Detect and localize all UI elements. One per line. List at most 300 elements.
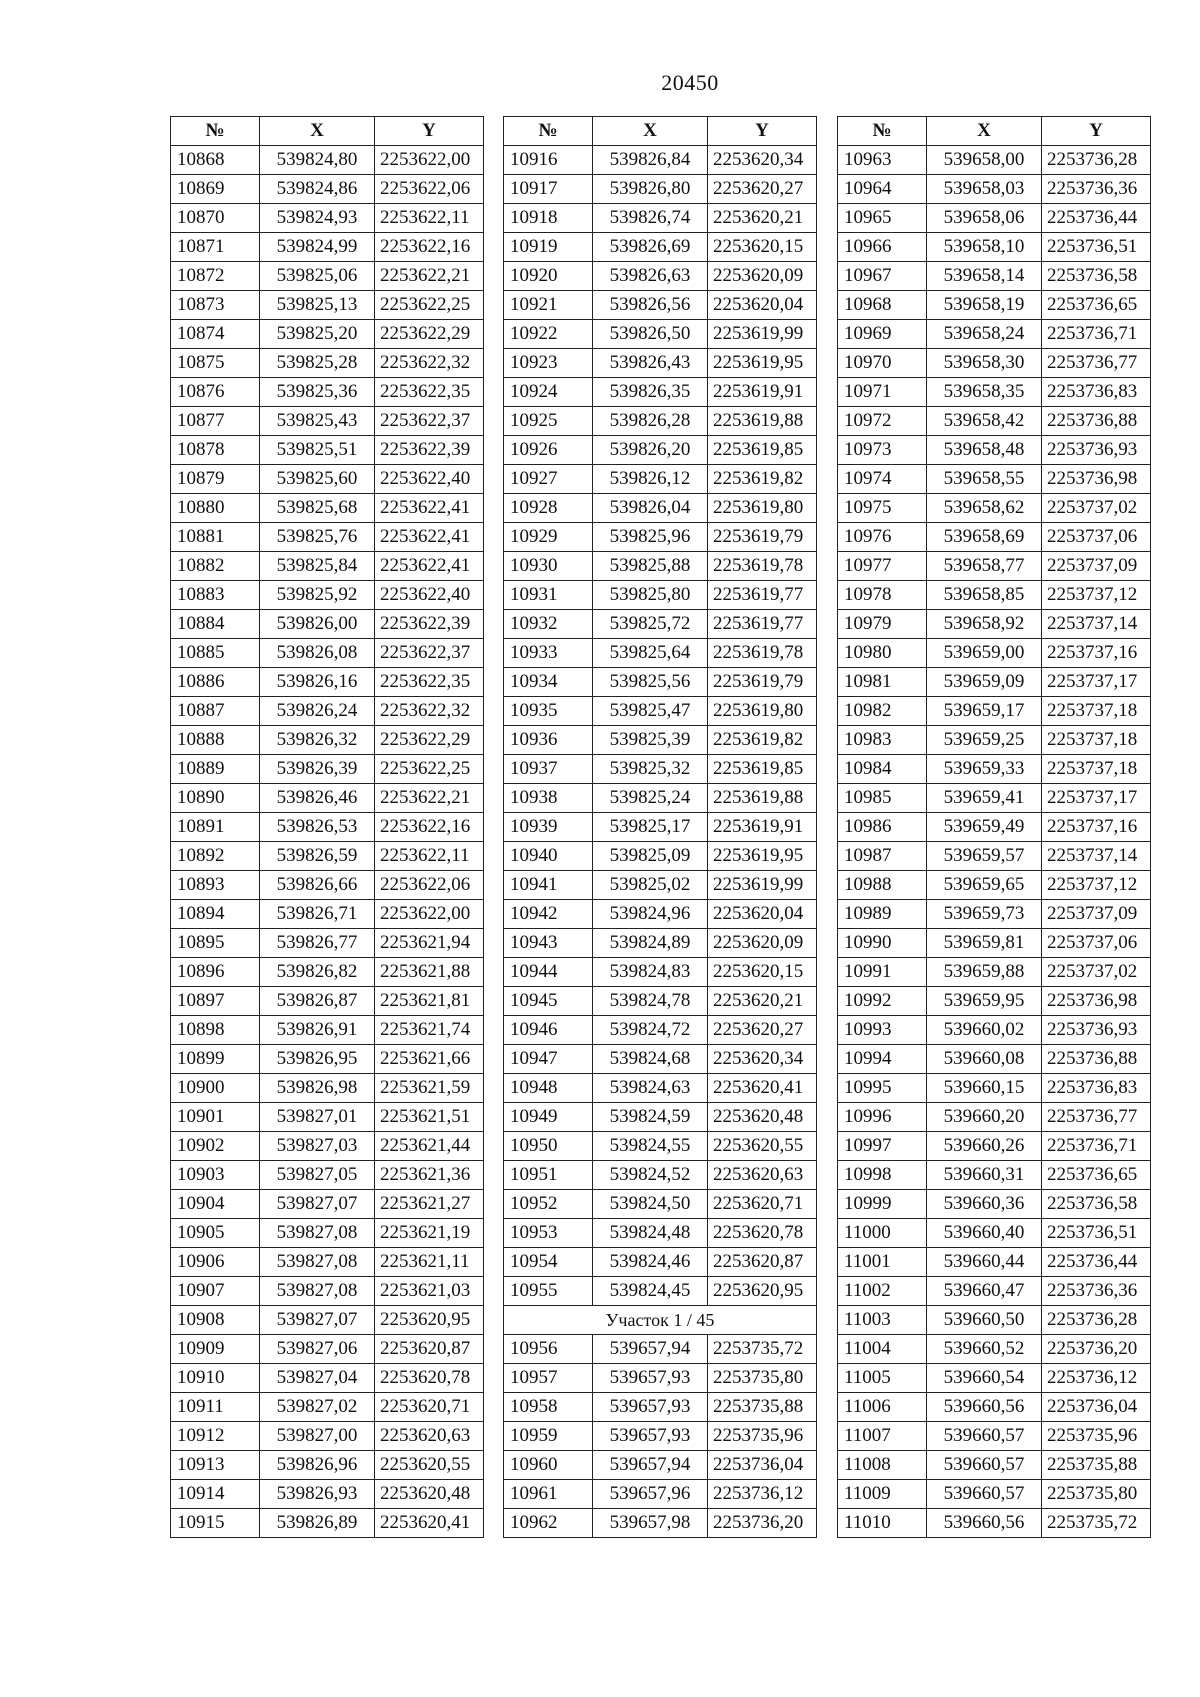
point-number-cell: 10886 [171, 668, 260, 697]
x-coordinate-cell: 539658,00 [927, 146, 1042, 175]
point-number-cell: 10990 [838, 929, 927, 958]
table-row [838, 291, 1151, 320]
point-number-cell: 10930 [504, 552, 593, 581]
point-number-cell: 10936 [504, 726, 593, 755]
table-row [838, 1103, 1151, 1132]
table-row [171, 494, 484, 523]
table-row [838, 929, 1151, 958]
y-coordinate-cell: 2253737,17 [1042, 668, 1151, 697]
point-number-cell: 10967 [838, 262, 927, 291]
y-coordinate-cell: 2253737,02 [1042, 494, 1151, 523]
table-row [838, 900, 1151, 929]
x-coordinate-cell: 539827,05 [260, 1161, 375, 1190]
x-coordinate-cell: 539658,30 [927, 349, 1042, 378]
y-coordinate-cell: 2253620,15 [708, 233, 817, 262]
table-row [504, 1103, 817, 1132]
x-coordinate-cell: 539825,56 [593, 668, 708, 697]
x-coordinate-cell: 539658,77 [927, 552, 1042, 581]
x-coordinate-cell: 539826,46 [260, 784, 375, 813]
x-coordinate-cell: 539826,08 [260, 639, 375, 668]
y-coordinate-cell: 2253736,36 [1042, 1277, 1151, 1306]
point-number-cell: 10897 [171, 987, 260, 1016]
y-coordinate-cell: 2253736,28 [1042, 146, 1151, 175]
table-row [171, 1277, 484, 1306]
y-coordinate-cell: 2253621,27 [375, 1190, 484, 1219]
point-number-cell: 10959 [504, 1422, 593, 1451]
point-number-cell: 10916 [504, 146, 593, 175]
table-row [171, 436, 484, 465]
x-coordinate-cell: 539658,24 [927, 320, 1042, 349]
point-number-cell: 10985 [838, 784, 927, 813]
x-coordinate-cell: 539826,63 [593, 262, 708, 291]
x-coordinate-cell: 539658,35 [927, 378, 1042, 407]
x-coordinate-cell: 539825,24 [593, 784, 708, 813]
y-coordinate-cell: 2253620,87 [375, 1335, 484, 1364]
point-number-cell: 10950 [504, 1132, 593, 1161]
x-coordinate-cell: 539824,80 [260, 146, 375, 175]
y-coordinate-cell: 2253620,55 [708, 1132, 817, 1161]
point-number-cell: 10887 [171, 697, 260, 726]
point-number-cell: 10966 [838, 233, 927, 262]
point-number-cell: 10907 [171, 1277, 260, 1306]
point-number-cell: 10904 [171, 1190, 260, 1219]
table-row [838, 146, 1151, 175]
table-row [504, 784, 817, 813]
point-number-cell: 10879 [171, 465, 260, 494]
point-number-cell: 10901 [171, 1103, 260, 1132]
table-row [504, 1190, 817, 1219]
point-number-cell: 10885 [171, 639, 260, 668]
x-coordinate-cell: 539824,46 [593, 1248, 708, 1277]
header-number: № [171, 117, 260, 146]
page-number: 20450 [661, 70, 719, 95]
x-coordinate-cell: 539826,20 [593, 436, 708, 465]
x-coordinate-cell: 539824,93 [260, 204, 375, 233]
point-number-cell: 10892 [171, 842, 260, 871]
point-number-cell: 10945 [504, 987, 593, 1016]
point-number-cell: 10923 [504, 349, 593, 378]
table-row [171, 668, 484, 697]
x-coordinate-cell: 539826,71 [260, 900, 375, 929]
table-row [504, 1451, 817, 1480]
y-coordinate-cell: 2253737,16 [1042, 639, 1151, 668]
y-coordinate-cell: 2253622,39 [375, 610, 484, 639]
y-coordinate-cell: 2253622,00 [375, 900, 484, 929]
point-number-cell: 10965 [838, 204, 927, 233]
point-number-cell: 10955 [504, 1277, 593, 1306]
table-row [504, 1161, 817, 1190]
x-coordinate-cell: 539660,36 [927, 1190, 1042, 1219]
x-coordinate-cell: 539657,93 [593, 1422, 708, 1451]
table-row [171, 523, 484, 552]
point-number-cell: 10900 [171, 1074, 260, 1103]
x-coordinate-cell: 539824,89 [593, 929, 708, 958]
table-header-row [838, 117, 1151, 146]
coordinates-table-1 [170, 116, 484, 1538]
point-number-cell: 10920 [504, 262, 593, 291]
y-coordinate-cell: 2253619,95 [708, 349, 817, 378]
y-coordinate-cell: 2253736,36 [1042, 175, 1151, 204]
x-coordinate-cell: 539827,07 [260, 1306, 375, 1335]
y-coordinate-cell: 2253736,20 [708, 1509, 817, 1538]
x-coordinate-cell: 539826,74 [593, 204, 708, 233]
x-coordinate-cell: 539659,88 [927, 958, 1042, 987]
x-coordinate-cell: 539824,55 [593, 1132, 708, 1161]
x-coordinate-cell: 539825,36 [260, 378, 375, 407]
point-number-cell: 10924 [504, 378, 593, 407]
x-coordinate-cell: 539660,54 [927, 1364, 1042, 1393]
table-row [171, 1335, 484, 1364]
y-coordinate-cell: 2253737,02 [1042, 958, 1151, 987]
point-number-cell: 10883 [171, 581, 260, 610]
table-row [171, 1509, 484, 1538]
point-number-cell: 10917 [504, 175, 593, 204]
point-number-cell: 10948 [504, 1074, 593, 1103]
table-row [504, 697, 817, 726]
point-number-cell: 11004 [838, 1335, 927, 1364]
point-number-cell: 10929 [504, 523, 593, 552]
x-coordinate-cell: 539824,72 [593, 1016, 708, 1045]
x-coordinate-cell: 539825,28 [260, 349, 375, 378]
table-row [838, 581, 1151, 610]
x-coordinate-cell: 539660,44 [927, 1248, 1042, 1277]
x-coordinate-cell: 539826,50 [593, 320, 708, 349]
table-row [171, 1480, 484, 1509]
point-number-cell: 10995 [838, 1074, 927, 1103]
x-coordinate-cell: 539825,80 [593, 581, 708, 610]
table-row [838, 755, 1151, 784]
y-coordinate-cell: 2253736,12 [1042, 1364, 1151, 1393]
x-coordinate-cell: 539658,19 [927, 291, 1042, 320]
y-coordinate-cell: 2253622,06 [375, 871, 484, 900]
point-number-cell: 10939 [504, 813, 593, 842]
point-number-cell: 10978 [838, 581, 927, 610]
table-row [838, 1016, 1151, 1045]
y-coordinate-cell: 2253622,35 [375, 378, 484, 407]
point-number-cell: 10949 [504, 1103, 593, 1132]
x-coordinate-cell: 539826,69 [593, 233, 708, 262]
table-header-row [171, 117, 484, 146]
y-coordinate-cell: 2253737,14 [1042, 842, 1151, 871]
coordinates-table-3 [837, 116, 1151, 1538]
table-row [504, 1364, 817, 1393]
y-coordinate-cell: 2253736,88 [1042, 407, 1151, 436]
point-number-cell: 10973 [838, 436, 927, 465]
x-coordinate-cell: 539825,51 [260, 436, 375, 465]
x-coordinate-cell: 539824,48 [593, 1219, 708, 1248]
y-coordinate-cell: 2253737,09 [1042, 552, 1151, 581]
x-coordinate-cell: 539659,25 [927, 726, 1042, 755]
x-coordinate-cell: 539827,07 [260, 1190, 375, 1219]
table-row [838, 610, 1151, 639]
point-number-cell: 10926 [504, 436, 593, 465]
y-coordinate-cell: 2253735,80 [1042, 1480, 1151, 1509]
point-number-cell: 10875 [171, 349, 260, 378]
header-y: Y [375, 117, 484, 146]
y-coordinate-cell: 2253735,72 [708, 1335, 817, 1364]
point-number-cell: 10957 [504, 1364, 593, 1393]
y-coordinate-cell: 2253619,77 [708, 581, 817, 610]
y-coordinate-cell: 2253735,72 [1042, 1509, 1151, 1538]
point-number-cell: 10984 [838, 755, 927, 784]
point-number-cell: 10893 [171, 871, 260, 900]
table-row [504, 639, 817, 668]
x-coordinate-cell: 539824,78 [593, 987, 708, 1016]
y-coordinate-cell: 2253736,12 [708, 1480, 817, 1509]
y-coordinate-cell: 2253737,16 [1042, 813, 1151, 842]
x-coordinate-cell: 539658,14 [927, 262, 1042, 291]
y-coordinate-cell: 2253621,74 [375, 1016, 484, 1045]
x-coordinate-cell: 539825,39 [593, 726, 708, 755]
x-coordinate-cell: 539658,62 [927, 494, 1042, 523]
table-row [171, 552, 484, 581]
x-coordinate-cell: 539827,01 [260, 1103, 375, 1132]
table-row [171, 1451, 484, 1480]
x-coordinate-cell: 539824,86 [260, 175, 375, 204]
table-row [504, 929, 817, 958]
table-row [504, 958, 817, 987]
point-number-cell: 10994 [838, 1045, 927, 1074]
table-row [504, 1219, 817, 1248]
y-coordinate-cell: 2253619,88 [708, 407, 817, 436]
point-number-cell: 10982 [838, 697, 927, 726]
x-coordinate-cell: 539826,82 [260, 958, 375, 987]
point-number-cell: 11008 [838, 1451, 927, 1480]
y-coordinate-cell: 2253622,32 [375, 697, 484, 726]
table-row [171, 407, 484, 436]
x-coordinate-cell: 539827,03 [260, 1132, 375, 1161]
x-coordinate-cell: 539660,08 [927, 1045, 1042, 1074]
table-row [504, 436, 817, 465]
y-coordinate-cell: 2253620,48 [708, 1103, 817, 1132]
header-y: Y [708, 117, 817, 146]
table-row [504, 378, 817, 407]
y-coordinate-cell: 2253737,12 [1042, 871, 1151, 900]
y-coordinate-cell: 2253736,58 [1042, 1190, 1151, 1219]
x-coordinate-cell: 539658,69 [927, 523, 1042, 552]
y-coordinate-cell: 2253619,95 [708, 842, 817, 871]
table-row [171, 1016, 484, 1045]
y-coordinate-cell: 2253622,35 [375, 668, 484, 697]
point-number-cell: 10869 [171, 175, 260, 204]
x-coordinate-cell: 539827,08 [260, 1248, 375, 1277]
point-number-cell: 10873 [171, 291, 260, 320]
y-coordinate-cell: 2253736,83 [1042, 378, 1151, 407]
x-coordinate-cell: 539660,40 [927, 1219, 1042, 1248]
point-number-cell: 10918 [504, 204, 593, 233]
section-label: Участок 1 / 45 [504, 1306, 817, 1335]
point-number-cell: 10963 [838, 146, 927, 175]
y-coordinate-cell: 2253736,77 [1042, 349, 1151, 378]
point-number-cell: 10881 [171, 523, 260, 552]
point-number-cell: 10999 [838, 1190, 927, 1219]
header-x: X [593, 117, 708, 146]
y-coordinate-cell: 2253620,78 [375, 1364, 484, 1393]
table-row [838, 1422, 1151, 1451]
x-coordinate-cell: 539658,85 [927, 581, 1042, 610]
y-coordinate-cell: 2253621,03 [375, 1277, 484, 1306]
point-number-cell: 10888 [171, 726, 260, 755]
y-coordinate-cell: 2253619,78 [708, 552, 817, 581]
point-number-cell: 10919 [504, 233, 593, 262]
point-number-cell: 10932 [504, 610, 593, 639]
y-coordinate-cell: 2253736,44 [1042, 204, 1151, 233]
table-row [504, 407, 817, 436]
point-number-cell: 10870 [171, 204, 260, 233]
table-row [171, 755, 484, 784]
point-number-cell: 10941 [504, 871, 593, 900]
table-row [171, 378, 484, 407]
y-coordinate-cell: 2253620,87 [708, 1248, 817, 1277]
x-coordinate-cell: 539825,96 [593, 523, 708, 552]
point-number-cell: 10958 [504, 1393, 593, 1422]
table-row [838, 320, 1151, 349]
table-row [504, 262, 817, 291]
x-coordinate-cell: 539826,56 [593, 291, 708, 320]
y-coordinate-cell: 2253620,15 [708, 958, 817, 987]
table-row [504, 494, 817, 523]
y-coordinate-cell: 2253736,83 [1042, 1074, 1151, 1103]
x-coordinate-cell: 539827,00 [260, 1422, 375, 1451]
x-coordinate-cell: 539659,81 [927, 929, 1042, 958]
table-row [504, 726, 817, 755]
point-number-cell: 10964 [838, 175, 927, 204]
point-number-cell: 10987 [838, 842, 927, 871]
y-coordinate-cell: 2253622,39 [375, 436, 484, 465]
y-coordinate-cell: 2253619,79 [708, 523, 817, 552]
y-coordinate-cell: 2253737,12 [1042, 581, 1151, 610]
table-row [838, 523, 1151, 552]
x-coordinate-cell: 539657,94 [593, 1451, 708, 1480]
table-row [504, 813, 817, 842]
x-coordinate-cell: 539825,09 [593, 842, 708, 871]
table-row [171, 842, 484, 871]
y-coordinate-cell: 2253622,25 [375, 755, 484, 784]
x-coordinate-cell: 539826,77 [260, 929, 375, 958]
table-row [171, 813, 484, 842]
point-number-cell: 10934 [504, 668, 593, 697]
y-coordinate-cell: 2253736,98 [1042, 465, 1151, 494]
point-number-cell: 10910 [171, 1364, 260, 1393]
y-coordinate-cell: 2253622,16 [375, 813, 484, 842]
point-number-cell: 11002 [838, 1277, 927, 1306]
y-coordinate-cell: 2253736,20 [1042, 1335, 1151, 1364]
y-coordinate-cell: 2253622,41 [375, 494, 484, 523]
y-coordinate-cell: 2253621,81 [375, 987, 484, 1016]
y-coordinate-cell: 2253620,21 [708, 987, 817, 1016]
table-row [838, 813, 1151, 842]
table-row [838, 639, 1151, 668]
point-number-cell: 10933 [504, 639, 593, 668]
point-number-cell: 10944 [504, 958, 593, 987]
x-coordinate-cell: 539826,84 [593, 146, 708, 175]
x-coordinate-cell: 539826,04 [593, 494, 708, 523]
point-number-cell: 10954 [504, 1248, 593, 1277]
point-number-cell: 10898 [171, 1016, 260, 1045]
x-coordinate-cell: 539825,06 [260, 262, 375, 291]
table-row [171, 1219, 484, 1248]
table-row [171, 1393, 484, 1422]
x-coordinate-cell: 539657,93 [593, 1393, 708, 1422]
y-coordinate-cell: 2253737,06 [1042, 523, 1151, 552]
y-coordinate-cell: 2253622,25 [375, 291, 484, 320]
table-row [504, 755, 817, 784]
point-number-cell: 10889 [171, 755, 260, 784]
point-number-cell: 10972 [838, 407, 927, 436]
x-coordinate-cell: 539824,45 [593, 1277, 708, 1306]
y-coordinate-cell: 2253620,04 [708, 900, 817, 929]
y-coordinate-cell: 2253620,09 [708, 929, 817, 958]
point-number-cell: 10928 [504, 494, 593, 523]
table-row [171, 233, 484, 262]
y-coordinate-cell: 2253735,88 [708, 1393, 817, 1422]
x-coordinate-cell: 539825,76 [260, 523, 375, 552]
point-number-cell: 11006 [838, 1393, 927, 1422]
point-number-cell: 10983 [838, 726, 927, 755]
table-row [171, 1190, 484, 1219]
y-coordinate-cell: 2253622,29 [375, 320, 484, 349]
x-coordinate-cell: 539826,87 [260, 987, 375, 1016]
table-row [504, 320, 817, 349]
point-number-cell: 10911 [171, 1393, 260, 1422]
point-number-cell: 10977 [838, 552, 927, 581]
x-coordinate-cell: 539825,47 [593, 697, 708, 726]
point-number-cell: 11000 [838, 1219, 927, 1248]
point-number-cell: 10996 [838, 1103, 927, 1132]
x-coordinate-cell: 539660,15 [927, 1074, 1042, 1103]
point-number-cell: 10894 [171, 900, 260, 929]
table-row [504, 291, 817, 320]
table-row [504, 1422, 817, 1451]
y-coordinate-cell: 2253736,44 [1042, 1248, 1151, 1277]
table-row [504, 900, 817, 929]
x-coordinate-cell: 539826,12 [593, 465, 708, 494]
table-row [171, 1248, 484, 1277]
table-row [504, 146, 817, 175]
point-number-cell: 10991 [838, 958, 927, 987]
y-coordinate-cell: 2253620,63 [375, 1422, 484, 1451]
y-coordinate-cell: 2253620,71 [708, 1190, 817, 1219]
y-coordinate-cell: 2253621,36 [375, 1161, 484, 1190]
x-coordinate-cell: 539826,96 [260, 1451, 375, 1480]
table-row [838, 1045, 1151, 1074]
y-coordinate-cell: 2253620,34 [708, 1045, 817, 1074]
point-number-cell: 10896 [171, 958, 260, 987]
point-number-cell: 10877 [171, 407, 260, 436]
table-row [838, 378, 1151, 407]
table-row [504, 987, 817, 1016]
x-coordinate-cell: 539824,83 [593, 958, 708, 987]
x-coordinate-cell: 539658,10 [927, 233, 1042, 262]
point-number-cell: 11009 [838, 1480, 927, 1509]
x-coordinate-cell: 539658,03 [927, 175, 1042, 204]
y-coordinate-cell: 2253621,44 [375, 1132, 484, 1161]
y-coordinate-cell: 2253735,96 [708, 1422, 817, 1451]
point-number-cell: 10937 [504, 755, 593, 784]
point-number-cell: 10906 [171, 1248, 260, 1277]
table-row [171, 320, 484, 349]
y-coordinate-cell: 2253737,17 [1042, 784, 1151, 813]
x-coordinate-cell: 539657,93 [593, 1364, 708, 1393]
y-coordinate-cell: 2253620,34 [708, 146, 817, 175]
table-row [504, 581, 817, 610]
table-row [838, 1277, 1151, 1306]
point-number-cell: 10902 [171, 1132, 260, 1161]
table-row [171, 987, 484, 1016]
x-coordinate-cell: 539660,56 [927, 1509, 1042, 1538]
x-coordinate-cell: 539824,99 [260, 233, 375, 262]
x-coordinate-cell: 539825,60 [260, 465, 375, 494]
